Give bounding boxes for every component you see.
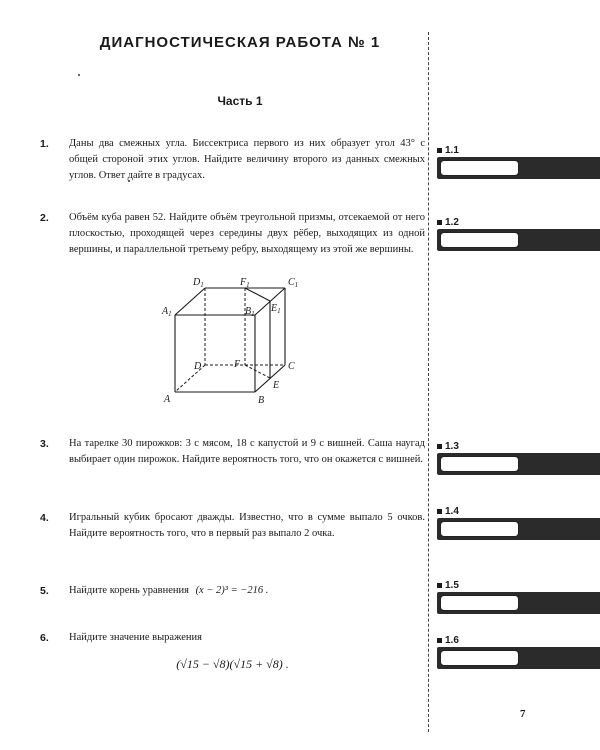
answer-field-1-6[interactable]	[440, 650, 519, 666]
answer-block-1-6	[437, 634, 600, 669]
question-1	[40, 136, 425, 184]
question-text: На тарелке 30 пирожков: 3 с мясом, 18 с капустой и 9 с вишней. Саша наугад выбирает один пирожок. Найдите вероятность того, что он окажется с вишней.	[69, 438, 425, 465]
question-number: 4.	[40, 512, 49, 524]
question-text: Найдите значение выражения	[69, 632, 202, 643]
answer-strip	[437, 518, 600, 540]
label-d1: $D_1$	[193, 277, 204, 289]
bullet-icon	[437, 444, 442, 449]
question-prompt: Найдите корень уравнения	[69, 585, 189, 596]
answer-field-1-5[interactable]	[440, 595, 519, 611]
answer-strip	[437, 229, 600, 251]
label-d: D	[194, 361, 202, 372]
answer-block-1-1	[437, 144, 600, 179]
bullet-icon	[437, 509, 442, 514]
question-5	[40, 583, 425, 599]
label-f1: $F_1$	[240, 277, 250, 289]
page-title: ДИАГНОСТИЧЕСКАЯ РАБОТА № 1	[99, 34, 381, 51]
answer-label: 1.2	[445, 216, 459, 228]
label-e1: $E_1$	[271, 303, 281, 315]
answer-strip	[437, 592, 600, 614]
answer-field-1-3[interactable]	[440, 456, 519, 472]
answer-strip	[437, 157, 600, 179]
answer-label: 1.4	[445, 505, 459, 517]
answer-block-1-4	[437, 505, 600, 540]
page-number: 7	[520, 708, 526, 720]
question-text	[69, 583, 425, 599]
label-b1: $B_1$	[245, 306, 255, 318]
cube-figure	[160, 270, 320, 410]
question-text: Даны два смежных угла. Биссектриса первого из них образует угол 43° с общей стороной этих углов. Найдите величину второго из данных смежных углов. Ответ дайте в градусах.	[69, 138, 425, 181]
label-e: E	[273, 380, 280, 391]
label-c: C	[288, 361, 295, 372]
scan-speck	[78, 74, 80, 76]
question-number: 2.	[40, 212, 49, 224]
question-number: 5.	[40, 585, 49, 597]
question-3	[40, 436, 425, 468]
label-a: A	[164, 394, 171, 405]
answer-field-1-2[interactable]	[440, 232, 519, 248]
expression: (√15 − √8)(√15 + √8) .	[176, 657, 289, 671]
question-number: 1.	[40, 138, 49, 150]
hidden-edge-fe	[245, 365, 270, 378]
answer-field-1-4[interactable]	[440, 521, 519, 537]
answer-block-1-2	[437, 216, 600, 251]
question-4	[40, 510, 425, 542]
label-b: B	[258, 395, 265, 406]
answer-field-1-1[interactable]	[440, 160, 519, 176]
part-heading: Часть 1	[217, 94, 263, 108]
question-2	[40, 210, 425, 258]
question-6	[40, 630, 425, 672]
question-number: 6.	[40, 632, 49, 644]
question-number: 3.	[40, 438, 49, 450]
answer-label: 1.3	[445, 440, 459, 452]
label-f: F	[234, 359, 241, 370]
column-divider	[428, 32, 429, 732]
answer-strip	[437, 453, 600, 475]
edge-f1e1	[245, 288, 270, 301]
edge-d1a1	[175, 288, 205, 315]
bullet-icon	[437, 220, 442, 225]
equation: (x − 2)³ = −216 .	[195, 585, 269, 596]
answer-label: 1.6	[445, 634, 459, 646]
bullet-icon	[437, 583, 442, 588]
answer-block-1-5	[437, 579, 600, 614]
answer-block-1-3	[437, 440, 600, 475]
bullet-icon	[437, 148, 442, 153]
bullet-icon	[437, 638, 442, 643]
answer-label: 1.1	[445, 144, 459, 156]
question-text: Объём куба равен 52. Найдите объём треугольной призмы, отсекаемой от него плоскостью, проходящей через середины двух рёбер, выходящих из одной вершины, и параллельной третьему ребру, выходящему из этой же вершины.	[69, 212, 425, 255]
answer-strip	[437, 647, 600, 669]
answer-label: 1.5	[445, 579, 459, 591]
question-text: Игральный кубик бросают дважды. Известно, что в сумме выпало 5 очков. Найдите вероятность того, что в первый раз выпало 2 очка.	[69, 512, 425, 539]
label-a1: $A_1$	[162, 306, 172, 318]
label-c1: $C_1$	[288, 277, 299, 289]
